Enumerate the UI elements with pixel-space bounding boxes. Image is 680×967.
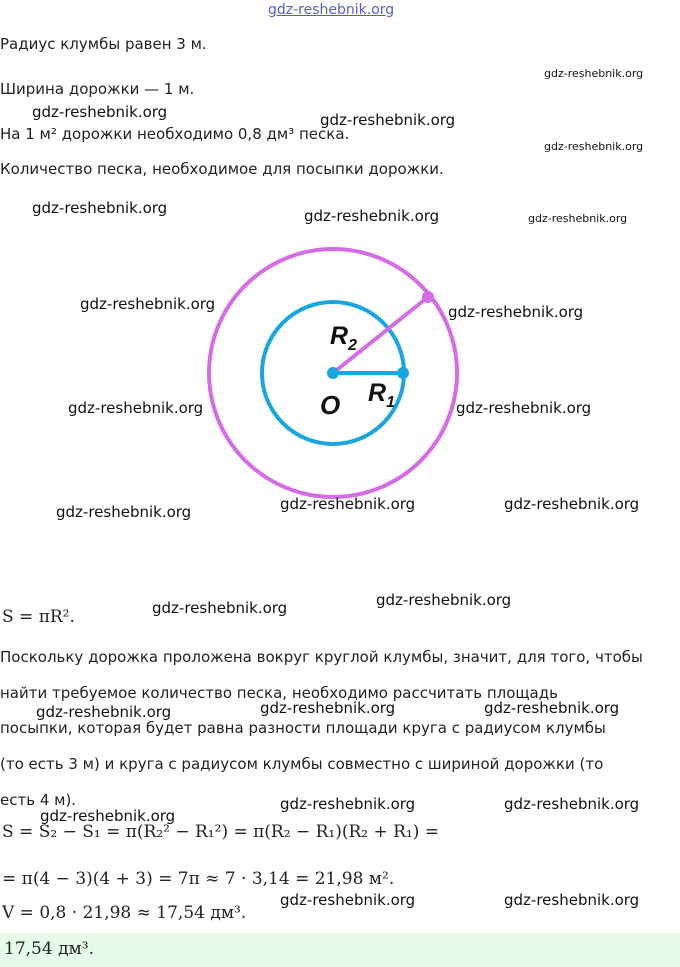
answer-text: 17,54 дм³. bbox=[4, 939, 94, 959]
watermark: gdz-reshebnik.org bbox=[448, 303, 584, 321]
watermark: gdz-reshebnik.org bbox=[376, 591, 512, 609]
watermark: gdz-reshebnik.org bbox=[280, 495, 416, 513]
formula-area-difference: S = S₂ − S₁ = π(R₂² − R₁²) = π(R₂ − R₁)(R₂ + R₁) = bbox=[2, 822, 440, 842]
solution-paragraph-line-2: найти требуемое количество песка, необходимо рассчитать площадь bbox=[0, 684, 558, 702]
watermark: gdz-reshebnik.org bbox=[484, 699, 620, 717]
watermark: gdz-reshebnik.org bbox=[80, 295, 216, 313]
watermark: gdz-reshebnik.org bbox=[528, 212, 628, 225]
solution-paragraph-line-5: есть 4 м). bbox=[0, 791, 77, 809]
outer-point bbox=[422, 291, 434, 303]
watermark: gdz-reshebnik.org bbox=[56, 503, 192, 521]
formula-circle-area: S = πR². bbox=[2, 607, 75, 627]
watermark: gdz-reshebnik.org bbox=[544, 67, 644, 80]
watermark: gdz-reshebnik.org bbox=[544, 140, 644, 153]
solution-paragraph-line-1: Поскольку дорожка проложена вокруг круглой клумбы, значит, для того, чтобы bbox=[0, 648, 643, 666]
given-width: Ширина дорожки — 1 м. bbox=[0, 80, 195, 98]
watermark: gdz-reshebnik.org bbox=[280, 891, 416, 909]
watermark: gdz-reshebnik.org bbox=[40, 807, 176, 825]
inner-point bbox=[397, 367, 409, 379]
find-sand-amount: Количество песка, необходимое для посыпки дорожки. bbox=[0, 160, 444, 178]
watermark: gdz-reshebnik.org bbox=[304, 207, 440, 225]
answer-box bbox=[0, 933, 680, 967]
watermark: gdz-reshebnik.org bbox=[152, 599, 288, 617]
solution-paragraph-line-3: посыпки, которая будет равна разности площади круга с радиусом клумбы bbox=[0, 719, 606, 737]
given-sand-rate: На 1 м² дорожки необходимо 0,8 дм³ песка. bbox=[0, 125, 350, 143]
solution-paragraph-line-4: (то есть 3 м) и круга с радиусом клумбы совместно с шириной дорожки (то bbox=[0, 755, 604, 773]
label-r1: $R_1$ bbox=[368, 379, 395, 411]
formula-area-calculation: = π(4 − 3)(4 + 3) = 7π ≈ 7 · 3,14 = 21,98 м². bbox=[2, 869, 395, 889]
header-watermark-link[interactable]: gdz-reshebnik.org bbox=[268, 2, 395, 18]
watermark: gdz-reshebnik.org bbox=[504, 795, 640, 813]
formula-sand-volume: V = 0,8 · 21,98 ≈ 17,54 дм³. bbox=[2, 903, 247, 923]
center-point bbox=[327, 367, 339, 379]
watermark: gdz-reshebnik.org bbox=[260, 699, 396, 717]
watermark: gdz-reshebnik.org bbox=[280, 795, 416, 813]
watermark: gdz-reshebnik.org bbox=[504, 891, 640, 909]
watermark: gdz-reshebnik.org bbox=[32, 103, 168, 121]
label-r2: $R_2$ bbox=[330, 322, 357, 354]
watermark: gdz-reshebnik.org bbox=[68, 399, 204, 417]
watermark: gdz-reshebnik.org bbox=[32, 199, 168, 217]
label-r1-sub: 1 bbox=[386, 394, 395, 411]
label-r2-sub: 2 bbox=[348, 337, 357, 354]
watermark: gdz-reshebnik.org bbox=[504, 495, 640, 513]
given-radius: Радиус клумбы равен 3 м. bbox=[0, 35, 207, 53]
watermark: gdz-reshebnik.org bbox=[456, 399, 592, 417]
watermark: gdz-reshebnik.org bbox=[320, 111, 456, 129]
label-center-o: O bbox=[320, 390, 341, 420]
watermark: gdz-reshebnik.org bbox=[36, 703, 172, 721]
